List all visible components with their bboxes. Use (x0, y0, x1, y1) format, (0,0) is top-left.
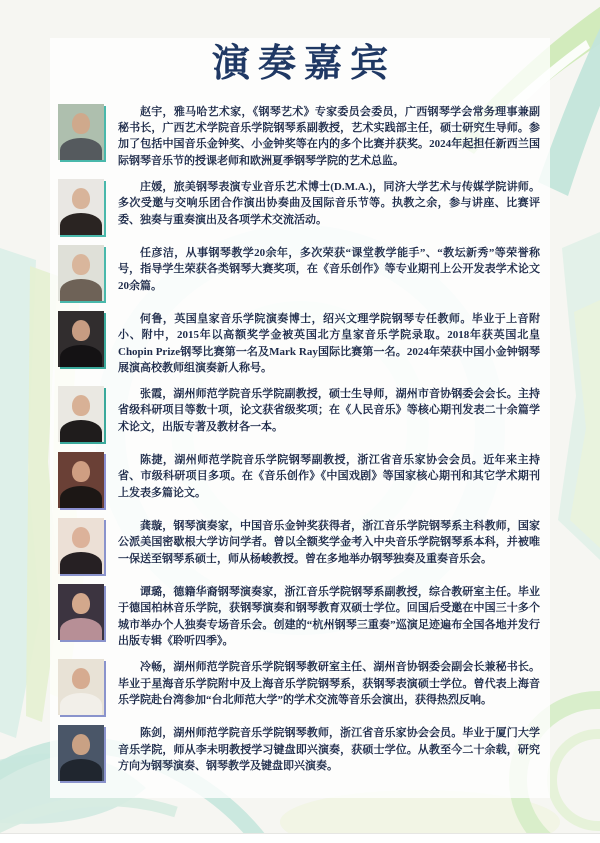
guest-photo (58, 518, 104, 574)
guest-photo (58, 311, 104, 367)
portrait-head-icon (72, 668, 90, 689)
guest-photo (58, 245, 104, 301)
guest-bio: 赵宇，雅马哈艺术家，《钢琴艺术》专家委员会委员，广西钢琴学会常务理事兼副秘书长，广西艺术学院音乐学院钢琴系副教授，艺术实践部主任，硕士研究生导师。参加了包括中国音乐金钟奖、小金钟奖等在内的多个比赛并获奖。2024年起担任新西兰国际钢琴音乐节的授课老师和欧洲夏季钢琴学院的艺术总监。 (118, 105, 540, 167)
portrait-head-icon (72, 113, 90, 134)
guest-row-zhangxia (58, 386, 542, 442)
portrait-head-icon (72, 320, 90, 341)
guest-row-tanlu (58, 584, 542, 649)
portrait-head-icon (72, 593, 90, 614)
guest-row-helu (58, 311, 542, 376)
portrait-torso-icon (60, 345, 102, 367)
portrait-torso-icon (60, 138, 102, 160)
portrait-torso-icon (60, 213, 102, 235)
portrait-torso-icon (60, 759, 102, 781)
guest-bio: 龚璇，钢琴演奏家，中国音乐金钟奖获得者，浙江音乐学院钢琴系主科教师，国家公派美国密歇根大学访问学者。曾以全额奖学金考入中央音乐学院钢琴系本科，并被唯一保送至钢琴系硕士，师从杨峻教授。曾在多地举办钢琴独奏及重奏音乐会。 (118, 520, 540, 565)
page-title: 演奏嘉宾 (211, 43, 396, 85)
guest-row-lengchang (58, 659, 542, 715)
guest-row-chenjian (58, 725, 542, 781)
guest-bio: 谭璐，德籍华裔钢琴演奏家，浙江音乐学院钢琴系副教授，综合教研室主任。毕业于德国柏林音乐学院，获钢琴演奏和钢琴教育双硕士学位。回国后受邀在中国三十多个城市举办个人独奏专场音乐会。创建的“杭州钢琴三重奏”巡演足迹遍布全国各地并发行出版专辑《聆听四季》。 (118, 586, 540, 648)
guest-bio: 陈捷，湖州师范学院音乐学院钢琴副教授，浙江省音乐家协会会员。近年来主持省、市级科研项目多项。在《音乐创作》《中国戏剧》等国家核心期刊和其它学术期刊上发表多篇论文。 (118, 454, 540, 499)
page-bottom-margin (0, 833, 600, 843)
guest-photo (58, 725, 104, 781)
portrait-head-icon (72, 188, 90, 209)
portrait-torso-icon (60, 486, 102, 508)
guest-photo (58, 584, 104, 640)
portrait-torso-icon (60, 279, 102, 301)
guest-bio: 庄媛，旅美钢琴表演专业音乐艺术博士(D.M.A.)，同济大学艺术与传媒学院讲师。多次受邀与交响乐团合作演出协奏曲及国际音乐节等。执教之余，参与讲座、比赛评委、独奏与重奏演出及各项学术交流活动。 (118, 180, 540, 226)
portrait-torso-icon (60, 693, 102, 715)
guest-row-chenjie-assoc (58, 452, 542, 508)
portrait-torso-icon (60, 420, 102, 442)
guest-row-renyanjie (58, 245, 542, 301)
guest-photo (58, 179, 104, 235)
guest-bio: 冷畅，湖州师范学院音乐学院钢琴教研室主任、湖州音协钢委会副会长兼秘书长。毕业于星海音乐学院附中及上海音乐学院钢琴系，获钢琴表演硕士学位。曾代表上海音乐学院赴台湾参加“台北师范大学”的学术交流等音乐会演出，获得热烈反响。 (118, 661, 540, 706)
guest-bio: 何鲁，英国皇家音乐学院演奏博士，绍兴文理学院钢琴专任教师。毕业于上音附小、附中，2015年以高额奖学金被英国北方皇家音乐学院录取。2018年获英国北皇Chopin Prize钢琴比赛第一名及Mark Ray国际比赛第一名。2024年荣获中国小金钟钢琴展演高校教师组演奏新人称号。 (118, 312, 540, 374)
portrait-torso-icon (60, 552, 102, 574)
guest-bio: 张霞，湖州师范学院音乐学院副教授，硕士生导师，湖州市音协钢委会会长。主持省级科研项目等数十项，论文获省级奖项；在《人民音乐》等核心期刊发表二十余篇学术论文，出版专著及教材各一本。 (118, 388, 540, 433)
guest-row-zhuangyuan (58, 179, 542, 235)
guest-list (58, 104, 542, 782)
guest-bio: 陈剑，湖州师范学院音乐学院钢琴教师，浙江省音乐家协会会员。毕业于厦门大学音乐学院，师从李未明教授学习键盘即兴演奏，获硕士学位。从教至今二十余载，研究方向为钢琴演奏、钢琴教学及键盘即兴演奏。 (118, 727, 540, 772)
portrait-head-icon (72, 527, 90, 548)
guest-photo (58, 104, 104, 160)
guest-photo (58, 659, 104, 715)
portrait-torso-icon (60, 618, 102, 640)
guest-row-zhaoyu (58, 104, 542, 169)
guest-photo (58, 386, 104, 442)
guest-photo (58, 452, 104, 508)
guest-row-gongxuan (58, 518, 542, 574)
guest-bio: 任彦洁，从事钢琴教学20余年，多次荣获“课堂教学能手”、“教坛新秀”等荣誉称号，指导学生荣获各类钢琴大赛奖项，在《音乐创作》等专业期刊上公开发表学术论文20余篇。 (118, 246, 540, 292)
portrait-head-icon (72, 254, 90, 275)
portrait-head-icon (72, 395, 90, 416)
portrait-head-icon (72, 461, 90, 482)
portrait-head-icon (72, 734, 90, 755)
